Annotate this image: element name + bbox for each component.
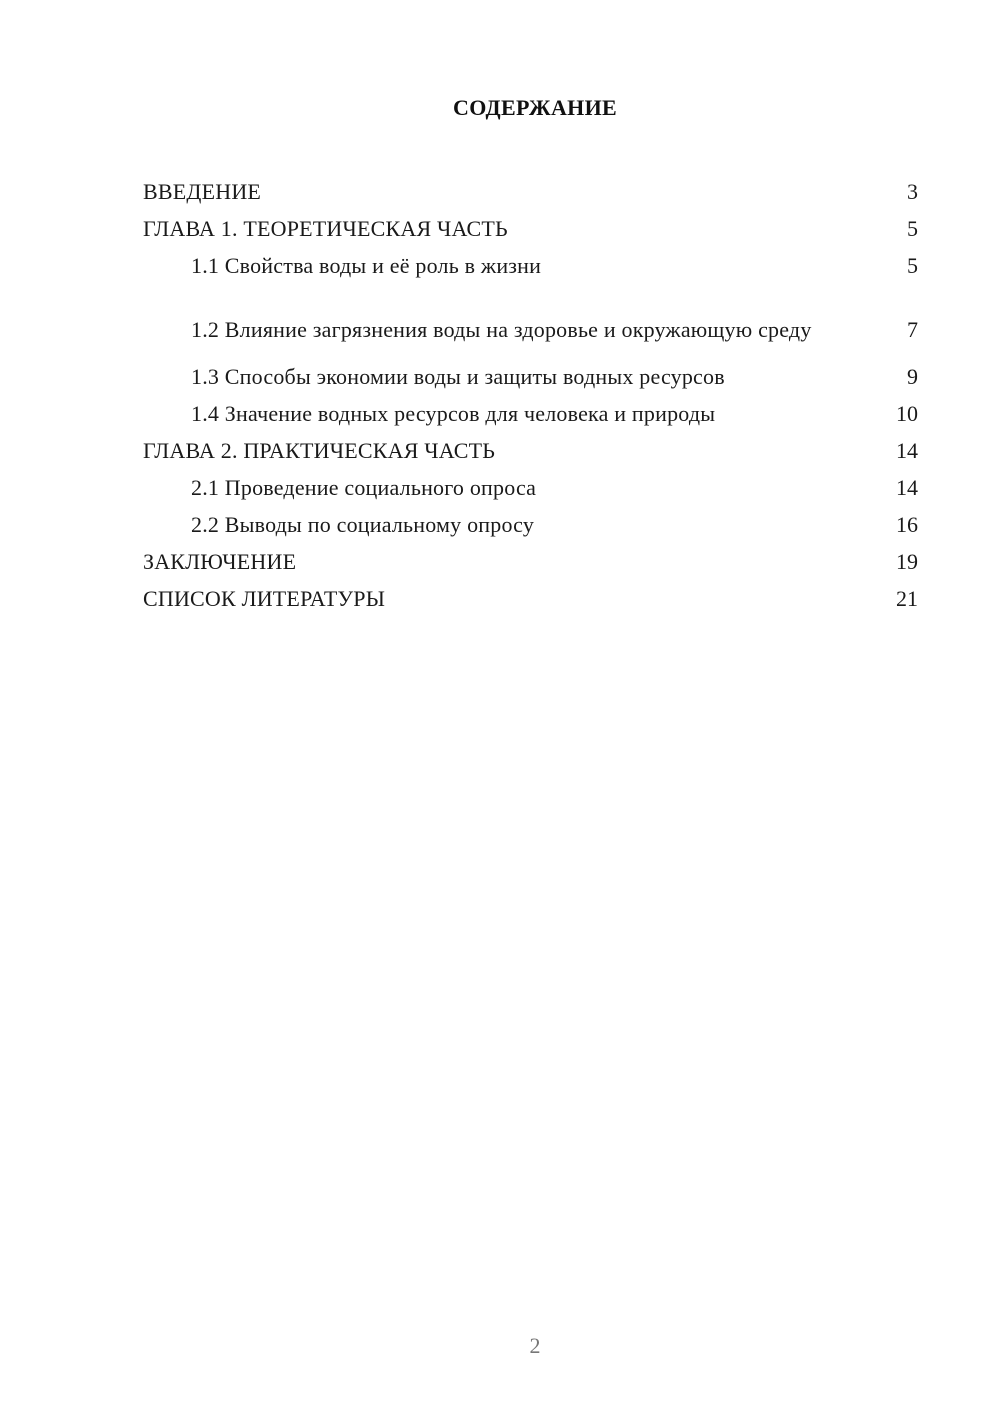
- toc-entry-page: 14: [896, 475, 918, 500]
- toc-entry-page: 3: [907, 179, 918, 204]
- toc-entry-page: 14: [896, 438, 918, 463]
- toc-entry-label: СПИСОК ЛИТЕРАТУРЫ: [143, 586, 386, 611]
- toc-entry-section-1-2[interactable]: [143, 279, 918, 343]
- toc-entry-label: 1.1 Свойства воды и её роль в жизни: [191, 253, 542, 278]
- toc-entry-section-1-1[interactable]: [143, 242, 918, 279]
- toc-entry-label: 2.1 Проведение социального опроса: [191, 475, 537, 500]
- toc-entry-section-1-4[interactable]: [143, 390, 918, 427]
- toc-entry-chapter-1[interactable]: [143, 205, 918, 242]
- toc-entry-section-2-1[interactable]: [143, 464, 918, 501]
- toc-entry-page: 7: [907, 317, 918, 342]
- toc-entry-label: ГЛАВА 2. ПРАКТИЧЕСКАЯ ЧАСТЬ: [143, 438, 496, 463]
- table-of-contents: [143, 168, 918, 612]
- toc-entry-section-1-3[interactable]: [143, 353, 918, 390]
- toc-entry-label: ЗАКЛЮЧЕНИЕ: [143, 549, 297, 574]
- toc-entry-section-2-2[interactable]: [143, 501, 918, 538]
- toc-entry-page: 10: [896, 401, 918, 426]
- toc-title: СОДЕРЖАНИЕ: [453, 95, 617, 120]
- toc-entry-page: 5: [907, 253, 918, 278]
- toc-entry-page: 9: [907, 364, 918, 389]
- page-number: 2: [529, 1333, 541, 1358]
- toc-entry-label: ГЛАВА 1. ТЕОРЕТИЧЕСКАЯ ЧАСТЬ: [143, 216, 508, 241]
- toc-entry-label: 2.2 Выводы по социальному опросу: [191, 512, 535, 537]
- toc-entry-introduction[interactable]: [143, 168, 918, 205]
- toc-entry-conclusion[interactable]: [143, 538, 918, 575]
- toc-entry-label: 1.3 Способы экономии воды и защиты водных ресурсов: [191, 364, 725, 389]
- toc-entry-chapter-2[interactable]: [143, 427, 918, 464]
- toc-entry-page: 16: [896, 512, 918, 537]
- toc-entry-references[interactable]: [143, 575, 918, 612]
- toc-entry-label: 1.2 Влияние загрязнения воды на здоровье и окружающую среду: [191, 317, 812, 342]
- toc-entry-label: ВВЕДЕНИЕ: [143, 179, 262, 204]
- toc-entry-page: 21: [896, 586, 918, 611]
- toc-entry-page: 19: [896, 549, 918, 574]
- toc-entry-label: 1.4 Значение водных ресурсов для человека и природы: [191, 401, 716, 426]
- toc-entry-page: 5: [907, 216, 918, 241]
